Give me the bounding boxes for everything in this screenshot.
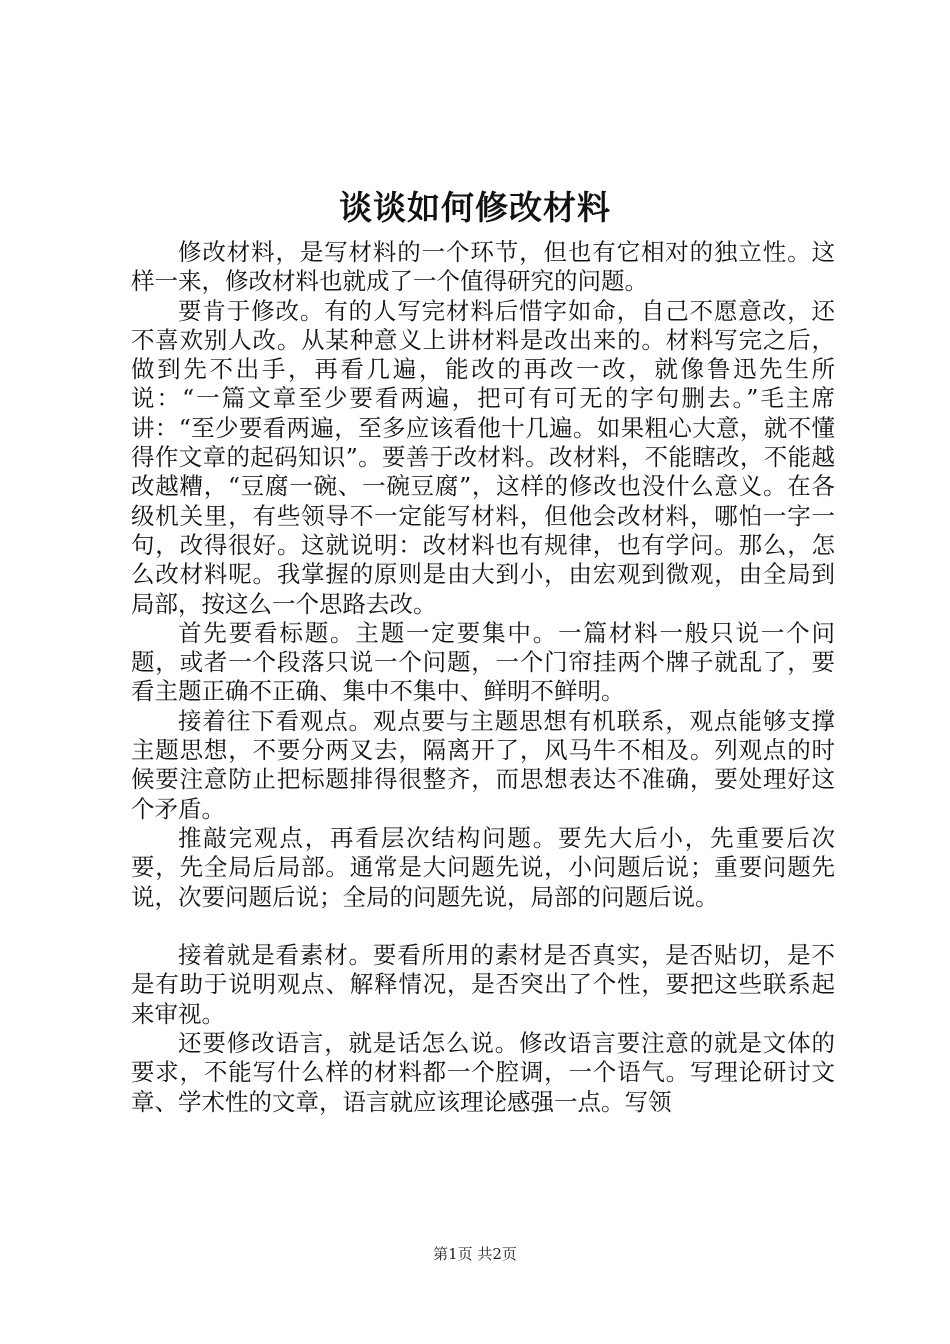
page-footer: 第1页 共2页 xyxy=(433,1245,517,1263)
blank-line xyxy=(131,912,835,941)
paragraph: 还要修改语言，就是话怎么说。修改语言要注意的就是文体的要求，不能写什么样的材料都一个腔调，一个语气。写理论研讨文章、学术性的文章，语言就应该理论感强一点。写领 xyxy=(131,1029,835,1116)
paragraph: 首先要看标题。主题一定要集中。一篇材料一般只说一个问题，或者一个段落只说一个问题，一个门帘挂两个牌子就乱了，要看主题正确不正确、集中不集中、鲜明不鲜明。 xyxy=(131,618,835,706)
paragraph: 修改材料，是写材料的一个环节，但也有它相对的独立性。这样一来，修改材料也就成了一个值得研究的问题。 xyxy=(131,238,835,296)
paragraph: 要肯于修改。有的人写完材料后惜字如命，自己不愿意改，还不喜欢别人改。从某种意义上讲材料是改出来的。材料写完之后，做到先不出手，再看几遍，能改的再改一改，就像鲁迅先生所说：“一篇文章至少要看两遍，把可有可无的字句删去。”毛主席讲：“至少要看两遍，至多应该看他十几遍。如果粗心大意，就不懂得作文章的起码知识”。要善于改材料。改材料，不能瞎改，不能越改越糟，“豆腐一碗、一碗豆腐”，这样的修改也没什么意义。在各级机关里，有些领导不一定能写材料，但他会改材料，哪怕一字一句，改得很好。这就说明：改材料也有规律，也有学问。那么，怎么改材料呢。我掌握的原则是由大到小，由宏观到微观，由全局到局部，按这么一个思路去改。 xyxy=(131,296,835,618)
document-body xyxy=(131,238,835,1117)
paragraph: 接着往下看观点。观点要与主题思想有机联系，观点能够支撑主题思想，不要分两叉去，隔离开了，风马牛不相及。列观点的时候要注意防止把标题排得很整齐，而思想表达不准确，要处理好这个矛盾。 xyxy=(131,706,835,823)
paragraph: 推敲完观点，再看层次结构问题。要先大后小，先重要后次要，先全局后局部。通常是大问题先说，小问题后说；重要问题先说，次要问题后说；全局的问题先说，局部的问题后说。 xyxy=(131,823,835,911)
paragraph: 接着就是看素材。要看所用的素材是否真实，是否贴切，是不是有助于说明观点、解释情况，是否突出了个性，要把这些联系起来审视。 xyxy=(131,941,835,1028)
document-title: 谈谈如何修改材料 xyxy=(339,188,611,227)
